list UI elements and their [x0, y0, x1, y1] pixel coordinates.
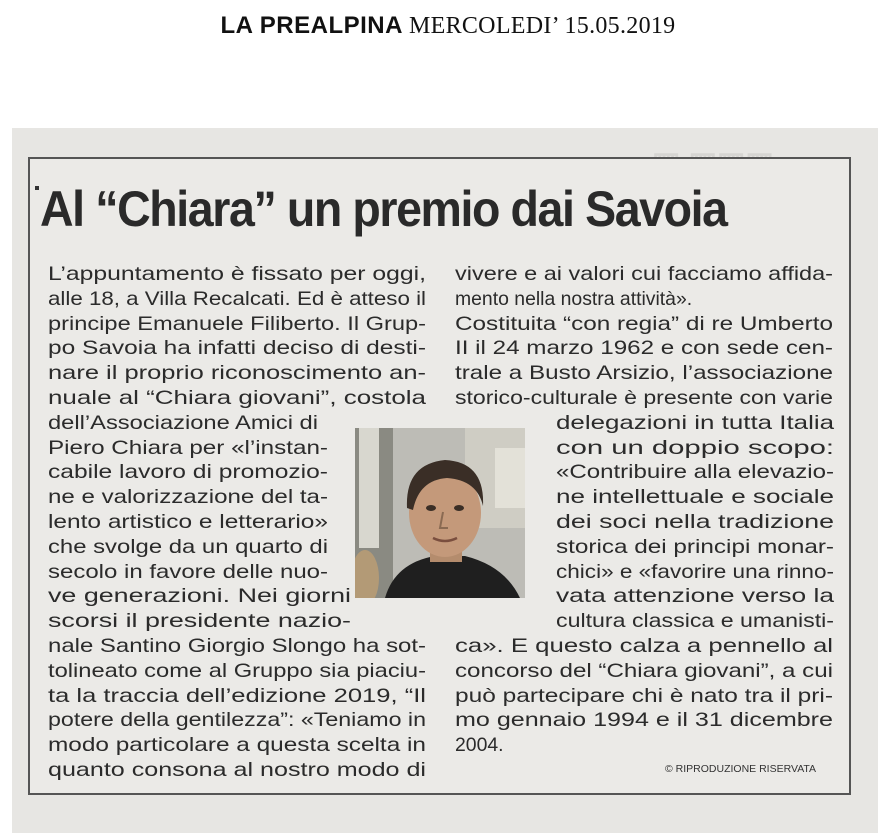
article-text-line: tolineato come al Gruppo sia piaciu-	[48, 659, 426, 682]
article-text-line: lento artistico e letterario»	[48, 511, 328, 533]
article-text-line: II il 24 marzo 1962 e con sede cen-	[455, 337, 833, 360]
article-text-line: con un doppio scopo:	[556, 436, 834, 459]
article-text-line: modo particolare a questa scelta in	[48, 734, 426, 757]
portrait-photo	[355, 428, 525, 598]
article-text-line: cultura classica e umanisti-	[556, 610, 834, 633]
article-text-line: potere della gentilezza”: «Teniamo in	[48, 709, 426, 732]
article-text-line: principe Emanuele Filiberto. Il Grup-	[48, 312, 426, 335]
article-text-line: L’appuntamento è fissato per oggi,	[48, 263, 427, 285]
article-headline: Al “Chiara” un premio dai Savoia	[40, 181, 727, 237]
masthead	[0, 12, 896, 40]
article-text-line: ne intellettuale e sociale	[556, 486, 834, 509]
article-text-line: nuale al “Chiara giovani”, costola	[48, 387, 426, 409]
article-text-line: Costituita “con regia” di re Umberto	[455, 312, 833, 335]
article-text-line: cabile lavoro di promozio-	[48, 461, 328, 484]
article-text-line: ne e valorizzazione del ta-	[48, 486, 328, 509]
publication-date: MERCOLEDI’ 15.05.2019	[408, 13, 676, 39]
article-text-line: dei soci nella tradizione	[556, 511, 834, 533]
article-text-line: mo gennaio 1994 e il 31 dicembre	[455, 709, 833, 732]
article-text-line: può partecipare chi è nato tra il pri-	[455, 684, 833, 707]
article-text-line: nale Santino Giorgio Slongo ha sot-	[48, 635, 427, 657]
article-text-line: chici» e «favorire una rinno-	[556, 560, 834, 583]
article-text-line: quanto consona al nostro modo di	[48, 759, 426, 781]
article-text-line: «Contribuire alla elevazio-	[556, 461, 834, 484]
article-text-line: trale a Busto Arsizio, l’associazione	[455, 362, 833, 385]
newspaper-name: LA PREALPINA	[220, 12, 403, 39]
article-text-line: secolo in favore delle nuo-	[48, 560, 328, 583]
article-text-line: mento nella nostra attività».	[455, 287, 693, 310]
article-text-line: dell’Associazione Amici di	[48, 411, 318, 434]
article-text-line: concorso del “Chiara giovani”, a cui	[455, 659, 833, 682]
article-text-line: ve generazioni. Nei giorni	[48, 585, 351, 608]
article-text-line: vata attenzione verso la	[556, 585, 834, 608]
article-text-line: po Savoia ha infatti deciso di desti-	[48, 337, 426, 360]
article-text-line: ta la traccia dell’edizione 2019, “Il	[48, 684, 426, 707]
portrait-image	[355, 428, 525, 598]
headline-marker	[35, 186, 39, 190]
article-text-line: delegazioni in tutta Italia	[556, 411, 834, 434]
article-text-line: vivere e ai valori cui facciamo affida-	[455, 263, 833, 285]
copyright-notice: © RIPRODUZIONE RISERVATA	[665, 763, 817, 775]
article-text-line: storico-culturale è presente con varie	[455, 387, 833, 409]
article-text-line: nare il proprio riconoscimento an-	[48, 362, 426, 385]
article-text-line: 2004.	[455, 734, 504, 757]
article-text-line: che svolge da un quarto di	[48, 535, 328, 558]
article-text-line: scorsi il presidente nazio-	[48, 610, 351, 633]
article-text-line: ca». E questo calza a pennello al	[455, 635, 833, 657]
article-text-line: Piero Chiara per «l’instan-	[48, 436, 328, 459]
article-text-line: storica dei principi monar-	[556, 535, 834, 558]
article-text-line: alle 18, a Villa Recalcati. Ed è atteso il	[48, 287, 426, 310]
